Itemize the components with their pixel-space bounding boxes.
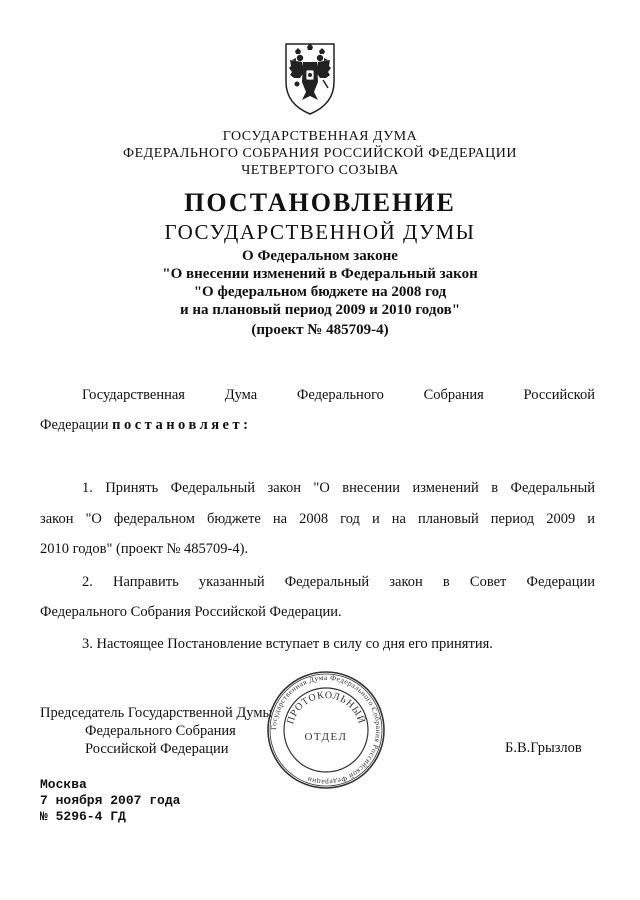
- signatory-position-line2: Федерального Собрания: [85, 723, 236, 739]
- seal-inner-top-text: ПРОТОКОЛЬНЫЙ: [285, 689, 367, 726]
- seal-ring-text: Государственная Дума Федерального Собрания Российской Федерации: [268, 672, 384, 788]
- item2-line1: 2. Направить указанный Федеральный закон в Совет Федерации: [82, 574, 595, 590]
- svg-text:ПРОТОКОЛЬНЫЙ: [285, 690, 368, 726]
- organization-name-line2: ФЕДЕРАЛЬНОГО СОБРАНИЯ РОССИЙСКОЙ ФЕДЕРАЦИИ: [123, 146, 517, 161]
- signatory-position-line1: Председатель Государственной Думы: [40, 705, 273, 721]
- signatory-position-line3: Российской Федерации: [85, 741, 229, 757]
- official-seal-stamp: [266, 670, 386, 790]
- document-title: ПОСТАНОВЛЕНИЕ: [184, 188, 456, 217]
- item3-line1: 3. Настоящее Постановление вступает в силу со дня его принятия.: [82, 636, 493, 652]
- signatory-name: Б.В.Грызлов: [505, 740, 582, 756]
- issue-date: 7 ноября 2007 года: [40, 793, 181, 808]
- place-of-issue: Москва: [40, 777, 87, 792]
- item2-line2: Федерального Собрания Российской Федерации.: [40, 604, 342, 620]
- draft-number: (проект № 485709-4): [251, 322, 389, 338]
- seal-center-text: ОТДЕЛ: [304, 731, 348, 743]
- intro-text-federation: Федерации: [40, 417, 113, 433]
- intro-text-line1: Государственная Дума Федерального Собрания Российской: [82, 387, 595, 403]
- document-number: № 5296-4 ГД: [40, 809, 126, 824]
- document-subtitle: ГОСУДАРСТВЕННОЙ ДУМЫ: [164, 220, 476, 244]
- coat-of-arms-icon: [278, 38, 342, 118]
- decree-verb: постановляет:: [112, 417, 252, 433]
- convocation-line: ЧЕТВЕРТОГО СОЗЫВА: [241, 163, 399, 178]
- item1-line2: закон "О федеральном бюджете на 2008 год и на плановый период 2009 и: [40, 511, 595, 527]
- subject-line1: О Федеральном законе: [242, 248, 398, 264]
- subject-line4: и на плановый период 2009 и 2010 годов": [179, 302, 461, 318]
- item1-line3: 2010 годов" (проект № 485709-4).: [40, 541, 249, 557]
- intro-text-line2: [40, 409, 595, 442]
- subject-line3: "О федеральном бюджете на 2008 год: [193, 284, 447, 300]
- subject-line2: "О внесении изменений в Федеральный закон: [162, 266, 478, 282]
- item1-line1: 1. Принять Федеральный закон "О внесении изменений в Федеральный: [82, 480, 595, 496]
- organization-name-line1: ГОСУДАРСТВЕННАЯ ДУМА: [222, 129, 418, 144]
